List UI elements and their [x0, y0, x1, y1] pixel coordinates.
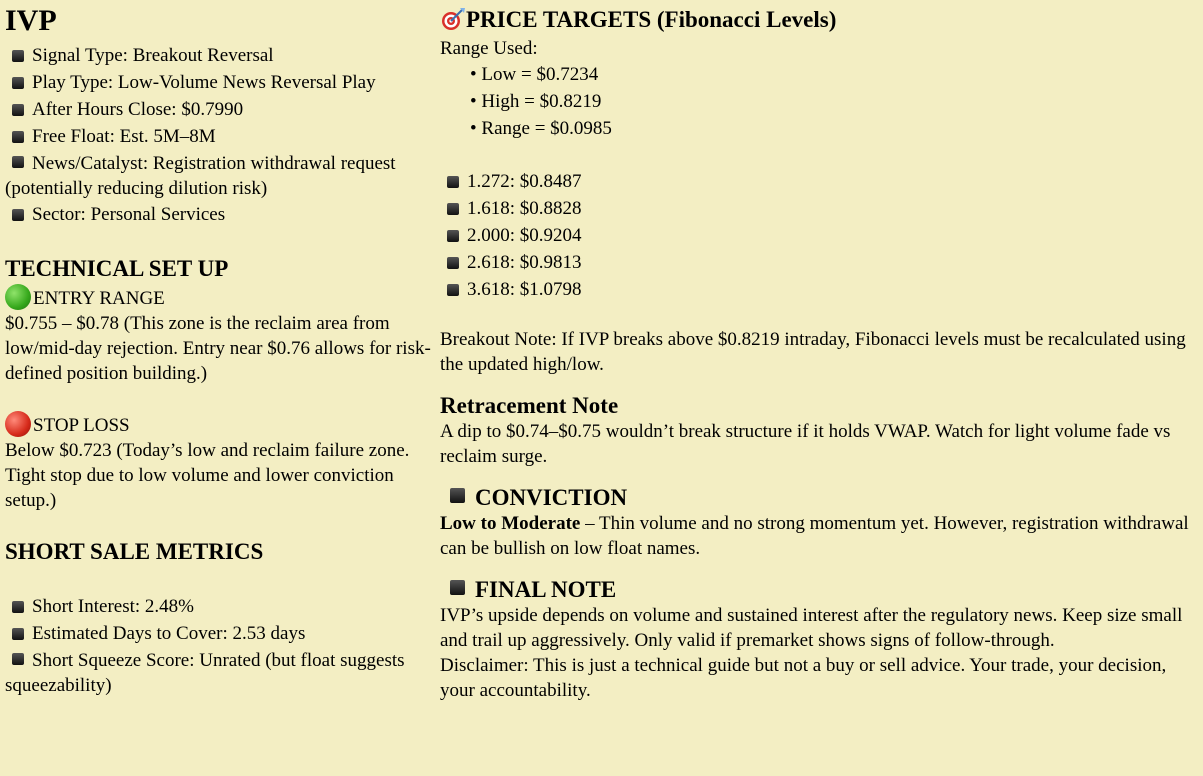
- range-item-range: • Range = $0.0985: [470, 118, 612, 139]
- entry-range-label: ENTRY RANGE: [5, 284, 433, 311]
- list-item: Signal Type: Breakout Reversal: [5, 42, 433, 69]
- bullet-square-icon: [12, 156, 24, 168]
- entry-range-text: $0.755 – $0.78 (This zone is the reclaim area from low/mid-day rejection. Entry near $0.76 allows for risk-defined position building.): [5, 313, 431, 384]
- list-item: After Hours Close: $0.7990: [5, 96, 433, 123]
- retracement-heading: Retracement Note: [440, 393, 619, 418]
- technical-heading: TECHNICAL SET UP: [5, 256, 229, 281]
- bullet-square-icon: [12, 653, 24, 665]
- bullet-square-icon: [12, 628, 24, 640]
- bullet-square-icon: [12, 50, 24, 62]
- left-column: [5, 0, 433, 698]
- breakout-note: Breakout Note: If IVP breaks above $0.8219 intraday, Fibonacci levels must be recalculated using the updated high/low.: [440, 329, 1186, 375]
- list-item: Estimated Days to Cover: 2.53 days: [5, 620, 433, 647]
- bullet-square-icon: [447, 257, 459, 269]
- summary-list: [5, 42, 433, 228]
- news-item: News/Catalyst: Registration withdrawal request (potentially reducing dilution risk): [5, 153, 396, 199]
- bullet-square-icon: [12, 601, 24, 613]
- right-column: [440, 0, 1200, 703]
- target-dart-icon: [440, 6, 466, 32]
- final-note-heading: FINAL NOTE: [440, 577, 1200, 603]
- stop-loss-label: STOP LOSS: [5, 411, 433, 438]
- bullet-square-icon: [447, 203, 459, 215]
- bullet-square-icon: [450, 580, 465, 595]
- bullet-square-icon: [12, 104, 24, 116]
- conviction-heading: CONVICTION: [440, 485, 1200, 511]
- fib-level-item: 2.618: $0.9813: [440, 249, 1200, 276]
- fib-level-item: 1.272: $0.8487: [440, 168, 1200, 195]
- range-item-high: • High = $0.8219: [470, 91, 602, 112]
- red-circle-icon: [5, 411, 31, 437]
- fib-level-item: 1.618: $0.8828: [440, 195, 1200, 222]
- short-sale-heading: SHORT SALE METRICS: [5, 539, 264, 564]
- bullet-square-icon: [447, 176, 459, 188]
- list-item: Free Float: Est. 5M–8M: [5, 123, 433, 150]
- conviction-text: Low to Moderate – Thin volume and no strong momentum yet. However, registration withdrawal can be bullish on low float names.: [440, 513, 1189, 559]
- fib-level-item: 3.618: $1.0798: [440, 276, 1200, 303]
- disclaimer-text: Disclaimer: This is just a technical guide but not a buy or sell advice. Your trade, your decision, your accountability.: [440, 655, 1167, 701]
- list-item: Short Interest: 2.48%: [5, 593, 433, 620]
- final-note-text: IVP’s upside depends on volume and sustained interest after the regulatory news. Keep size small and trail up aggressively. Only valid if premarket shows signs of follow-through.: [440, 605, 1183, 651]
- bullet-square-icon: [12, 77, 24, 89]
- range-item-low: • Low = $0.7234: [470, 64, 599, 85]
- bullet-square-icon: [12, 131, 24, 143]
- fib-level-item: 2.000: $0.9204: [440, 222, 1200, 249]
- stop-loss-text: Below $0.723 (Today’s low and reclaim failure zone. Tight stop due to low volume and lower conviction setup.): [5, 440, 410, 511]
- list-item: Play Type: Low-Volume News Reversal Play: [5, 69, 433, 96]
- retracement-text: A dip to $0.74–$0.75 wouldn’t break structure if it holds VWAP. Watch for light volume fade vs reclaim surge.: [440, 421, 1171, 467]
- ticker-title: IVP: [5, 4, 57, 37]
- bullet-square-icon: [12, 209, 24, 221]
- bullet-square-icon: [447, 284, 459, 296]
- short-sale-list: [5, 593, 433, 698]
- bullet-square-icon: [447, 230, 459, 242]
- range-used-label: Range Used:: [440, 38, 538, 59]
- bullet-square-icon: [450, 488, 465, 503]
- price-targets-heading: PRICE TARGETS (Fibonacci Levels): [440, 6, 1200, 33]
- green-circle-icon: [5, 284, 31, 310]
- fib-levels-list: [440, 168, 1200, 303]
- list-item: Short Squeeze Score: Unrated (but float suggests squeezability): [5, 650, 405, 696]
- sector-item: Sector: Personal Services: [5, 201, 433, 228]
